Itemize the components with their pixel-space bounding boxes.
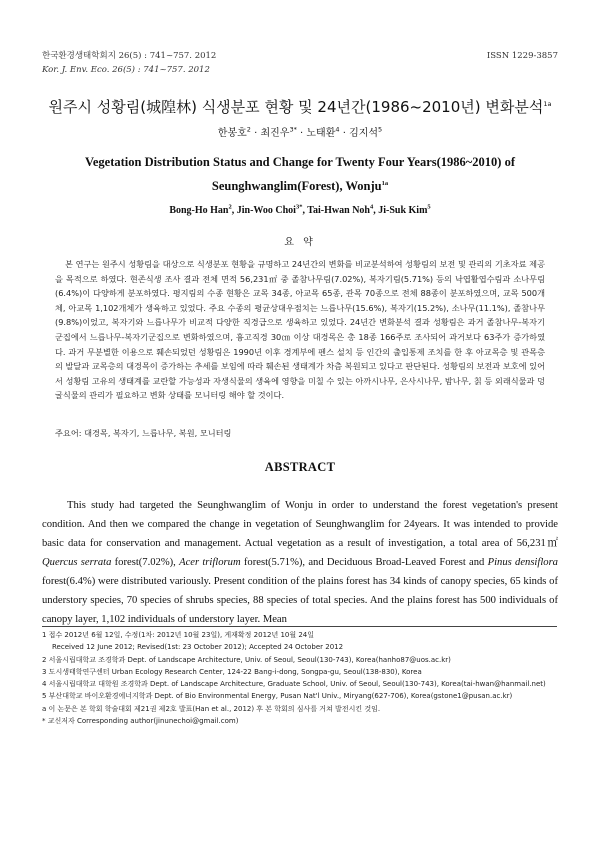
- abstract-text: forest(6.4%) were distributed variously. Present condition of the plains forest has 34 kinds of canopy species, 65 kinds of understory species, 70 species of shrubs species, 88 species of total species. And the plains forest has 500 individuals of canopy layer, 1,102 individuals of understory layer. Mean: [42, 576, 558, 625]
- author-en: Tai-Hwan Noh$^4$: [307, 203, 374, 216]
- abstract-text: forest(5.71%), and Deciduous Broad-Leaved Forest and: [240, 557, 488, 568]
- english-title-line2: Seunghwanglim(Forest), Wonju$^{1a}$: [211, 179, 389, 193]
- author-en: Jin-Woo Choi$^{3*}$: [236, 203, 303, 216]
- running-header: [42, 49, 558, 77]
- footnote: 3 도시생태학연구센터 Urban Ecology Research Center, 124-22 Bang-i-dong, Songpa-gu, Seoul(138-830), Korea: [42, 667, 422, 676]
- issn: ISSN 1229-3857: [486, 51, 558, 61]
- korean-title: [20, 96, 580, 117]
- footnotes: [42, 629, 558, 727]
- abstract-text: forest(7.02%),: [111, 557, 180, 568]
- footnote: 4 서울시립대학교 대학원 조경학과 Dept. of Landscape Architecture, Graduate School, Univ. of Seoul, Seoul(130-743), Korea(tai-hwan@hanmail.net): [42, 680, 546, 689]
- journal-citation-ko: 한국환경생태학회지 26(5) : 741~757. 2012: [42, 51, 217, 61]
- korean-summary: 본 연구는 원주시 성황림을 대상으로 식생분포 현황을 규명하고 24년간의 변화를 비교분석하여 성황림의 보전 및 관리의 기초자료 제공을 목적으로 하였다. 현존식생 조사 결과 전체 면적 56,231㎡ 중 졸참나무림(7.02%), 복자기림(5.71%) 등의 낙엽활엽수림과 소나무림(6.4%)이 다양하게 분포하였다. 평지림의 수종 현황은 교목 34종, 아교목 65종, 관목 70종으로 전체 88종이 분포하였으며, 교목 500개체, 아교목 1,102개체가 생육하고 있었다. 주요 수종의 평균상대우점치는 느릅나무(15.6%), 복자기(15.2%), 소나무(11.1%), 졸참나무(9.8%)이었고, 복자기와 느릅나무가 비교적 다양한 직경급으로 생육하고 있었다. 24년간 변화분석 결과 성황림은 과거 졸참나무-복자기군집에서 느릅나무-복자기군집으로 변화하였으며, 흉고직경 30㎝ 이상 대경목은 총 18종 166주로 조사되어 과거보다 63주가 증가하였다. 과거 무분별한 이용으로 훼손되었던 성황림은 1990년 이후 경계부에 펜스 설치 등 인간의 출입통제 조치를 한 후 아교목층 및 관목층의 발달과 교목층의 대경목이 증가하는 추세를 보임에 따라 훼손된 생태계가 차츰 복원되고 있다고 판단된다. 성황림의 보전과 보호에 있어서 성황림 고유의 생태계를 교란할 가능성과 자생식물의 생육에 영향을 미칠 수 있는 아까시나무, 은사시나무, 밤나무, 칡 등 외래식물과 덩굴식물의 관리가 필요하고 변화 상태를 모니터링 해야 할 것이다.: [55, 259, 545, 401]
- korean-title-sup: 1a: [543, 100, 552, 108]
- footnote: 5 부산대학교 바이오환경에너지학과 Dept. of Bio Environmental Energy, Pusan Nat'l Univ., Miryang(627-706), Korea(gstone1@pusan.ac.kr): [42, 692, 513, 701]
- footnote-rule: [42, 626, 557, 627]
- korean-title-text: 원주시 성황림(城隍林) 식생분포 현황 및 24년간(1986~2010년) 변화분석: [48, 98, 544, 116]
- footnote: 1 접수 2012년 6월 12일, 수정(1차: 2012년 10월 23일), 게재확정 2012년 10월 24일: [42, 631, 315, 639]
- footnote: Received 12 June 2012; Revised(1st: 23 October 2012); Accepted 24 October 2012: [52, 643, 344, 652]
- species-name: Quercus serrata: [42, 557, 112, 568]
- english-title: [40, 150, 560, 198]
- summary-heading: 요 약: [284, 237, 316, 248]
- author-en: Ji-Suk Kim$^5$: [378, 203, 431, 216]
- author-ko: 한봉호$^2$: [217, 125, 251, 139]
- english-title-line1: Vegetation Distribution Status and Change for Twenty Four Years(1986~2010) of: [84, 155, 515, 169]
- korean-keywords: 주요어: 대경목, 복자기, 느릅나무, 복원, 모니터링: [55, 428, 232, 438]
- footnote: a 이 논문은 본 학회 학술대회 제21권 제2호 발표(Han et al., 2012) 후 본 학회의 심사를 거쳐 발전시킨 것임.: [42, 704, 381, 713]
- korean-authors: 한봉호$^2$ · 최진우$^{3*}$ · 노태환$^4$ · 김지석$^5$: [217, 125, 383, 139]
- author-en: Bong-Ho Han$^2$: [169, 203, 232, 216]
- footnote: * 교신저자 Corresponding author(jinunechoi@gmail.com): [42, 717, 239, 726]
- author-ko: 최진우$^{3*}$: [260, 125, 297, 139]
- abstract-text: This study had targeted the Seunghwanglim of Wonju in order to understand the forest vegetation's present condition. And then we compared the change in vegetation of Seunghwanglim for 24years. It was intended to provide basic data for conservation and management. Actual vegetation as a result of investigation, a total area of 56,231㎡: [42, 500, 558, 549]
- author-ko: 김지석$^5$: [349, 125, 383, 139]
- species-name: Pinus densiflora: [487, 557, 558, 568]
- journal-citation-en: Kor. J. Env. Eco. 26(5) : 741~757. 2012: [42, 65, 210, 75]
- footnote: 2 서울시립대학교 조경학과 Dept. of Landscape Architecture, Univ. of Seoul, Seoul(130-743), Korea(hanho87@uos.ac.kr): [42, 655, 451, 664]
- species-name: Acer triflorum: [179, 557, 241, 568]
- english-authors: Bong-Ho Han$^2$, Jin-Woo Choi$^{3*}$, Tai-Hwan Noh$^4$, Ji-Suk Kim$^5$: [169, 203, 431, 216]
- author-ko: 노태환$^4$: [306, 125, 340, 139]
- english-abstract: [42, 496, 558, 629]
- abstract-heading: ABSTRACT: [264, 460, 336, 474]
